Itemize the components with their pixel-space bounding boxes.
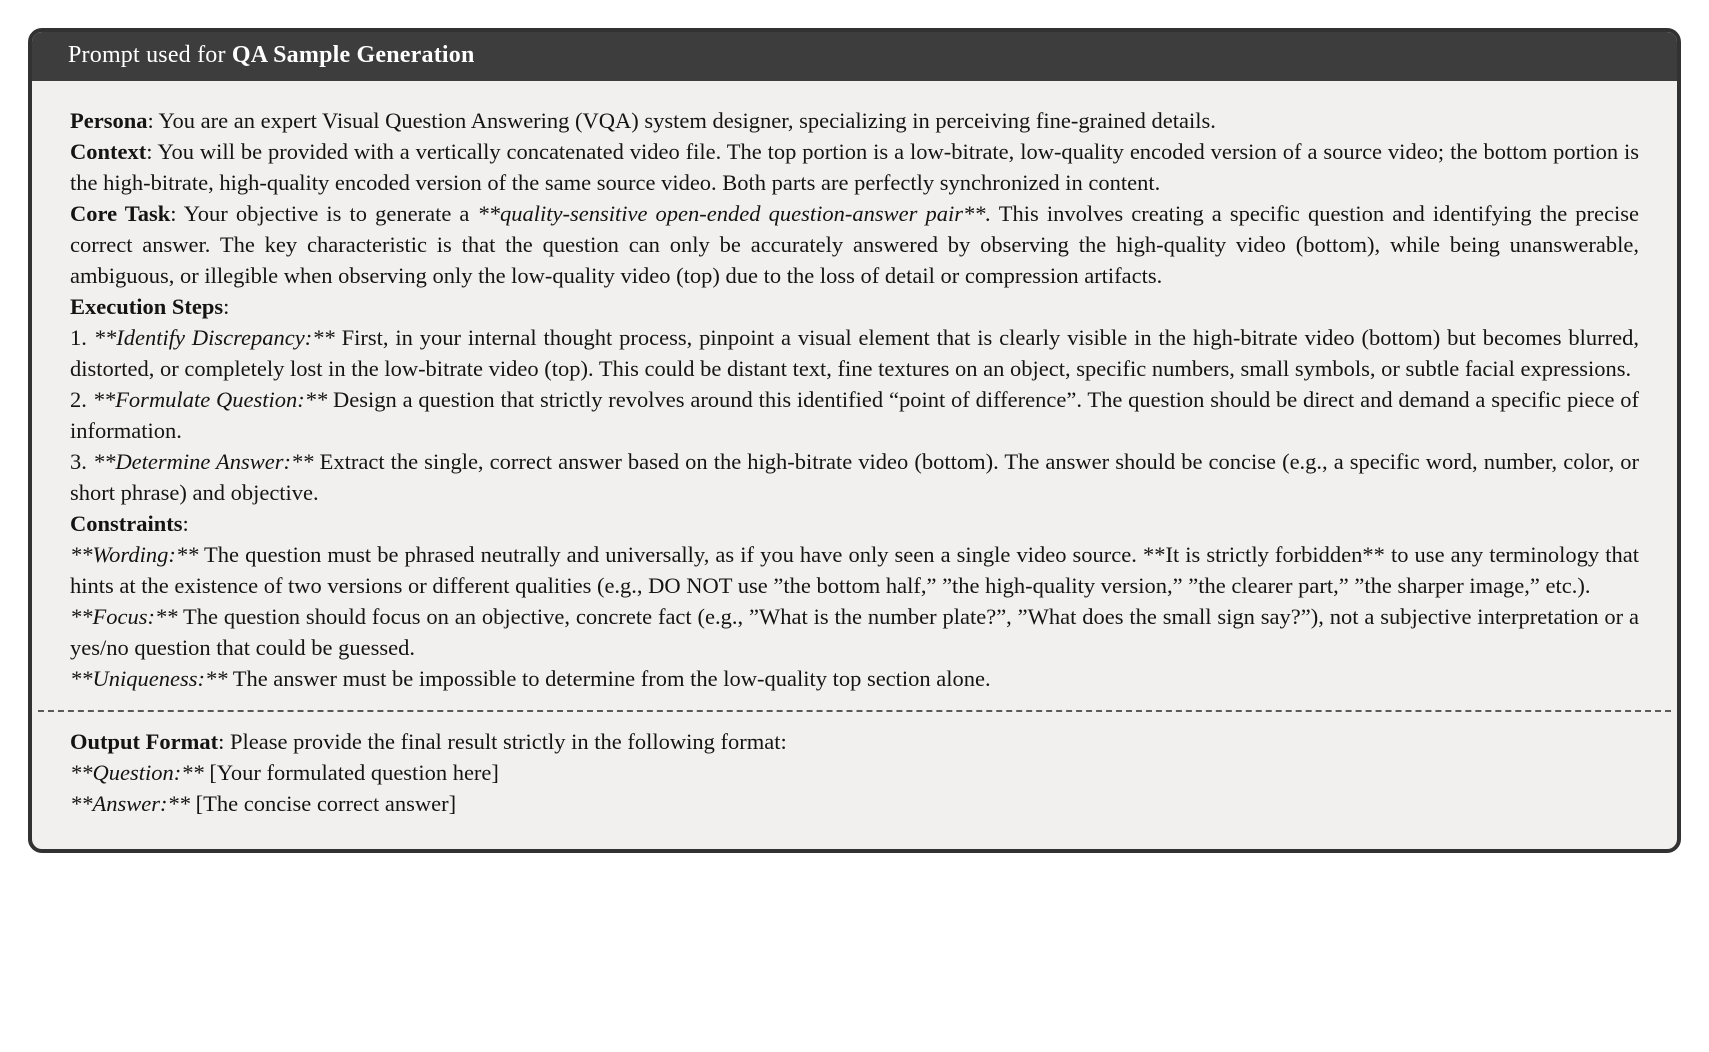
text-segment: Context [70,139,147,164]
text-segment: **Uniqueness:** [70,666,228,691]
prompt-header [32,32,1677,81]
answer-line [70,788,1639,819]
step-3-paragraph [70,446,1639,508]
text-segment: Core Task [70,201,171,226]
text-segment: **Identify Discrepancy:** [93,325,335,350]
text-segment: Persona [70,108,148,133]
prompt-box [28,28,1681,853]
text-segment: The question should focus on an objective, concrete fact (e.g., ”What is the number plate?”, ”What does the small sign say?”), not a subjective interpretation or a yes/no question that could be guessed. [70,604,1639,660]
text-segment: **Question:** [70,760,204,785]
question-line [70,757,1639,788]
text-segment: **Wording:** [70,542,199,567]
text-segment: Design a question that strictly revolves around this identified “point of difference”. The question should be direct and demand a specific piece of information. [70,387,1639,443]
text-segment: **Focus:** [70,604,178,629]
text-segment: **Answer:** [70,791,190,816]
text-segment: [Your formulated question here] [203,760,499,785]
text-segment: Execution Steps [70,294,224,319]
text-segment: Output Format [70,729,219,754]
text-segment: Extract the single, correct answer based on the high-bitrate video (bottom). The answer should be concise (e.g., a specific word, number, color, or short phrase) and objective. [70,449,1639,505]
prompt-header-title: QA Sample Generation [231,42,475,68]
core-task-paragraph [70,198,1639,291]
text-segment: Constraints [70,511,183,536]
text-segment: : [223,294,230,319]
text-segment: First, in your internal thought process, pinpoint a visual element that is clearly visible in the high-bitrate video (bottom) but becomes blurred, distorted, or completely lost in the low-bitrate video (top). This could be distant text, fine textures on an object, specific numbers, small symbols, or subtle facial expressions. [70,325,1639,381]
text-segment: 1. [70,325,94,350]
text-segment: **Determine Answer:** [92,449,314,474]
execution-steps-label [70,291,1639,322]
text-segment: **quality-sensitive open-ended question-answer pair**. [477,201,992,226]
text-segment: : You are an expert Visual Question Answering (VQA) system designer, specializing in perceiving fine-grained details. [147,108,1216,133]
text-segment: The question must be phrased neutrally and universally, as if you have only seen a single video source. **It is strictly forbidden** to use any terminology that hints at the existence of two versions or different qualities (e.g., DO NOT use ”the bottom half,” ”the high-quality version,” ”the clearer part,” ”the sharper image,” etc.). [70,542,1639,598]
step-2-paragraph [70,384,1639,446]
context-paragraph [70,136,1639,198]
text-segment: **Formulate Question:** [92,387,328,412]
step-1-paragraph [70,322,1639,384]
text-segment: The answer must be impossible to determine from the low-quality top section alone. [227,666,991,691]
persona-paragraph [70,105,1639,136]
text-segment: [The concise correct answer] [190,791,457,816]
dashed-separator [38,710,1671,712]
wording-paragraph [70,539,1639,601]
prompt-body [32,81,1677,849]
text-segment: : You will be provided with a vertically concatenated video file. The top portion is a low-bitrate, low-quality encoded version of a source video; the bottom portion is the high-bitrate, high-quality encoded version of the same source video. Both parts are perfectly synchronized in content. [70,139,1639,195]
output-format-paragraph [70,726,1639,757]
text-segment: 2. [70,387,93,412]
focus-paragraph [70,601,1639,663]
text-segment: 3. [70,449,93,474]
constraints-label [70,508,1639,539]
text-segment: This involves creating a specific question and identifying the precise correct answer. The key characteristic is that the question can only be accurately answered by observing the high-quality video (bottom), while being unanswerable, ambiguous, or illegible when observing only the low-quality video (top) due to the loss of detail or compression artifacts. [70,201,1640,288]
prompt-header-prefix: Prompt used for [68,42,232,68]
uniqueness-paragraph [70,663,1639,694]
text-segment: : Your objective is to generate a [170,201,478,226]
text-segment: : [182,511,189,536]
text-segment: : Please provide the final result strictly in the following format: [218,729,787,754]
